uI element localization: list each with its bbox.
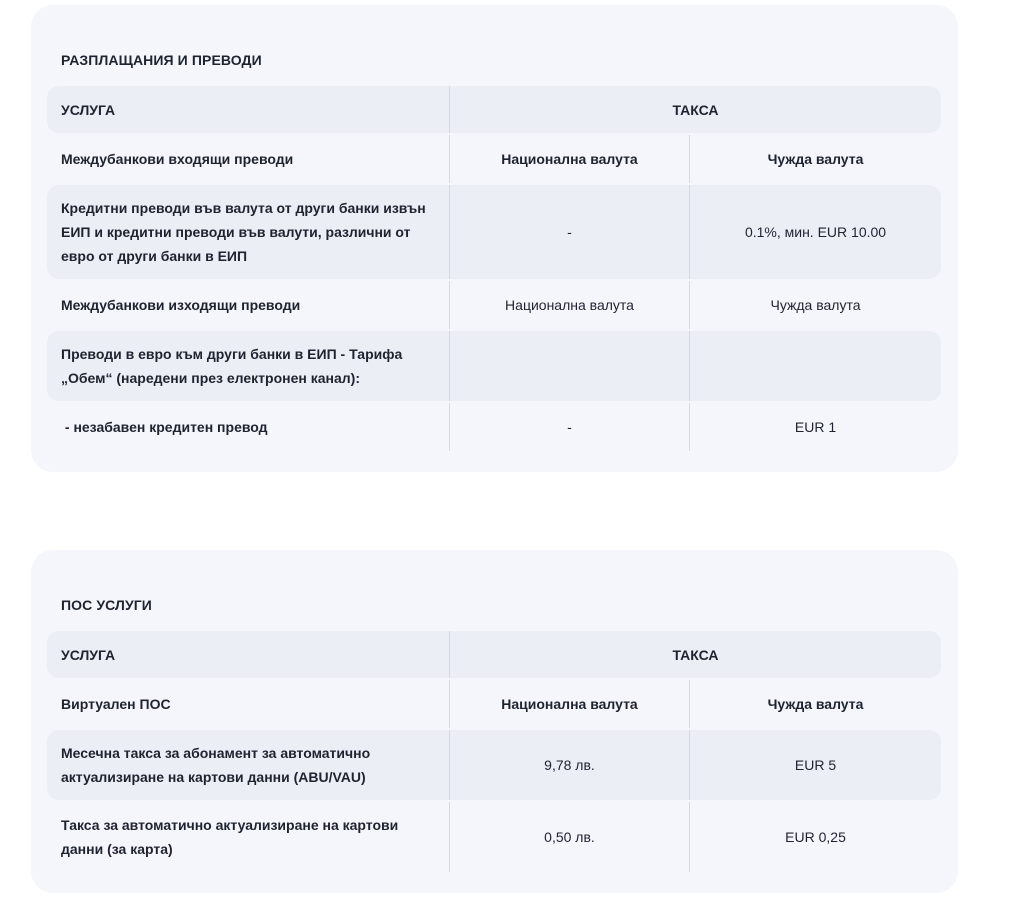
table-row (47, 331, 941, 401)
row-label: Междубанкови входящи преводи (61, 151, 294, 167)
foreign-fee: EUR 1 (689, 403, 941, 451)
fees-card-payments (31, 5, 958, 472)
table-row (47, 281, 941, 329)
table-header-row (47, 631, 941, 678)
national-fee (449, 331, 689, 401)
national-fee: 9,78 лв. (449, 730, 689, 800)
row-label: Такса за автоматично актуализиране на картови данни (за карта) (61, 817, 399, 857)
foreign-currency-header: Чужда валута (689, 135, 941, 183)
header-service: УСЛУГА (47, 631, 449, 678)
header-fee: ТАКСА (449, 631, 941, 678)
national-fee: 0,50 лв. (449, 802, 689, 872)
national-fee: - (449, 185, 689, 279)
table-row (47, 680, 941, 728)
national-fee: - (449, 403, 689, 451)
row-label: - незабавен кредитен превод (61, 419, 268, 435)
row-label: Преводи в евро към други банки в ЕИП - Тарифа „Обем“ (наредени през електронен канал): (47, 331, 449, 401)
row-label: Междубанкови изходящи преводи (61, 297, 301, 313)
foreign-currency-header: Чужда валута (689, 680, 941, 728)
foreign-fee (689, 331, 941, 401)
table-row (47, 802, 941, 872)
table-row (47, 403, 941, 451)
table-header-row (47, 86, 941, 133)
national-currency-header: Национална валута (449, 135, 689, 183)
table-row (47, 135, 941, 183)
table-row (47, 730, 941, 800)
table-row (47, 185, 941, 279)
foreign-currency-label: Чужда валута (689, 281, 941, 329)
section-title: ПОС УСЛУГИ (61, 597, 152, 613)
national-currency-header: Национална валута (449, 680, 689, 728)
row-label: Кредитни преводи във валута от други банки извън ЕИП и кредитни преводи във валути, различни от евро от други банки в ЕИП (47, 185, 449, 279)
row-label: Месечна такса за абонамент за автоматично актуализиране на картови данни (ABU/VAU) (47, 730, 449, 800)
row-label: Виртуален ПОС (61, 696, 171, 712)
foreign-fee: 0.1%, мин. EUR 10.00 (689, 185, 941, 279)
fees-table (47, 631, 941, 872)
header-fee: ТАКСА (449, 86, 941, 133)
header-service: УСЛУГА (47, 86, 449, 133)
national-currency-label: Национална валута (449, 281, 689, 329)
foreign-fee: EUR 5 (689, 730, 941, 800)
foreign-fee: EUR 0,25 (689, 802, 941, 872)
fees-card-pos (31, 550, 958, 893)
fees-table (47, 86, 941, 451)
section-title: РАЗПЛАЩАНИЯ И ПРЕВОДИ (61, 52, 262, 68)
